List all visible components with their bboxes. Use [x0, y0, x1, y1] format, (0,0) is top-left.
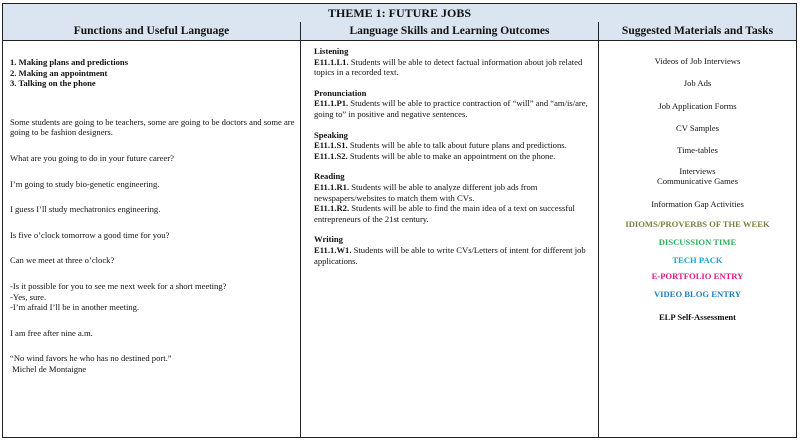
outcome-text: Students will be able to find the main idea of a text on successful entrepreneurs of the 21st century. [314, 203, 575, 224]
outcome-text: Students will be able to talk about future plans and predictions. [347, 140, 567, 151]
skill-title: Reading [314, 171, 345, 182]
outcome-text: Students will be able to practice contraction of “will” and “am/is/are, going to” in positive and negative sentences. [314, 98, 588, 119]
outcome-code: E11.1.W1. [314, 244, 352, 255]
skill-section-speaking [314, 130, 594, 162]
function-item: 2. Making an appointment [10, 67, 108, 78]
material-item: Information Gap Activities [651, 199, 744, 209]
skill-section-pronunciation [314, 88, 594, 120]
task-video-blog: VIDEO BLOG ENTRY [653, 289, 742, 299]
learning-outcome [314, 245, 594, 266]
learning-outcome [314, 182, 594, 203]
outcome-text: Students will be able to analyze different job ads from newspapers/websites to match them with CVs. [314, 181, 538, 203]
skill-section-listening [314, 46, 594, 78]
outcome-code: E11.1.S1. [314, 140, 348, 151]
quote-author: Michel de Montaigne [10, 363, 87, 374]
header-functions: Functions and Useful Language [73, 25, 230, 37]
header-row [3, 22, 796, 41]
material-item: Communicative Games [657, 176, 738, 186]
material-item: Time-tables [677, 145, 718, 155]
useful-language-line: Is five o’clock tomorrow a good time for you? [10, 229, 170, 240]
skill-title: Pronunciation [314, 87, 367, 98]
useful-language-line: I’m going to study bio-genetic engineering. [10, 178, 160, 189]
theme-title: THEME 1: FUTURE JOBS [3, 4, 796, 23]
learning-outcome [314, 98, 594, 119]
materials-column [599, 41, 796, 437]
outcome-code: E11.1.R1. [314, 181, 350, 192]
material-item: Videos of Job Interviews [654, 56, 741, 66]
quote-text: “No wind favors he who has no destined port.” [10, 353, 172, 364]
task-elp: ELP Self-Assessment [658, 312, 737, 322]
material-item: Job Ads [683, 78, 712, 88]
material-item: CV Samples [675, 123, 720, 133]
outcome-text: Students will be able to make an appointment on the phone. [347, 150, 556, 161]
outcome-code: E11.1.P1. [314, 98, 349, 109]
task-eportfolio: E-PORTFOLIO ENTRY [651, 271, 744, 281]
theme-table [2, 3, 797, 438]
skills-column [301, 41, 598, 437]
outcome-text: Students will be able to detect factual information about job related topics in a recorded text. [314, 56, 583, 78]
skill-section-reading [314, 171, 594, 224]
material-item: Job Application Forms [658, 101, 737, 111]
skill-title: Writing [314, 234, 343, 245]
useful-language-line: I guess I’ll study mechatronics engineering. [10, 204, 161, 215]
functions-column [3, 41, 300, 437]
learning-outcome [314, 151, 594, 162]
useful-language-line: -Yes, sure. [10, 291, 47, 302]
learning-outcome [314, 140, 594, 151]
outcome-code: E11.1.R2. [314, 203, 350, 214]
outcome-text: Students will be able to write CVs/Letters of intent for different job applications. [314, 244, 586, 266]
task-idioms: IDIOMS/PROVERBS OF THE WEEK [625, 219, 770, 229]
function-item: 1. Making plans and predictions [10, 57, 129, 67]
useful-language-line: -Is it possible for you to see me next week for a short meeting? [10, 280, 227, 291]
learning-outcome [314, 203, 594, 224]
function-item: 3. Talking on the phone [10, 78, 96, 89]
task-discussion: DISCUSSION TIME [658, 237, 737, 247]
skill-title: Speaking [314, 129, 348, 140]
useful-language-line: -I’m afraid I’ll be in another meeting. [10, 302, 140, 313]
header-skills: Language Skills and Learning Outcomes [349, 25, 550, 37]
useful-language-line: I am free after nine a.m. [10, 327, 93, 338]
header-materials: Suggested Materials and Tasks [621, 25, 774, 37]
useful-language-line: What are you going to do in your future career? [10, 152, 174, 163]
useful-language-line: Can we meet at three o’clock? [10, 255, 115, 266]
outcome-code: E11.1.L1. [314, 56, 349, 67]
useful-language-line: Some students are going to be teachers, some are going to be doctors and some are going to be fashion designers. [10, 116, 295, 138]
learning-outcome [314, 57, 594, 78]
outcome-code: E11.1.S2. [314, 150, 348, 161]
skill-section-writing [314, 234, 594, 266]
task-tech-pack: TECH PACK [672, 255, 723, 265]
material-item: Interviews [679, 166, 716, 176]
skill-title: Listening [314, 46, 349, 56]
